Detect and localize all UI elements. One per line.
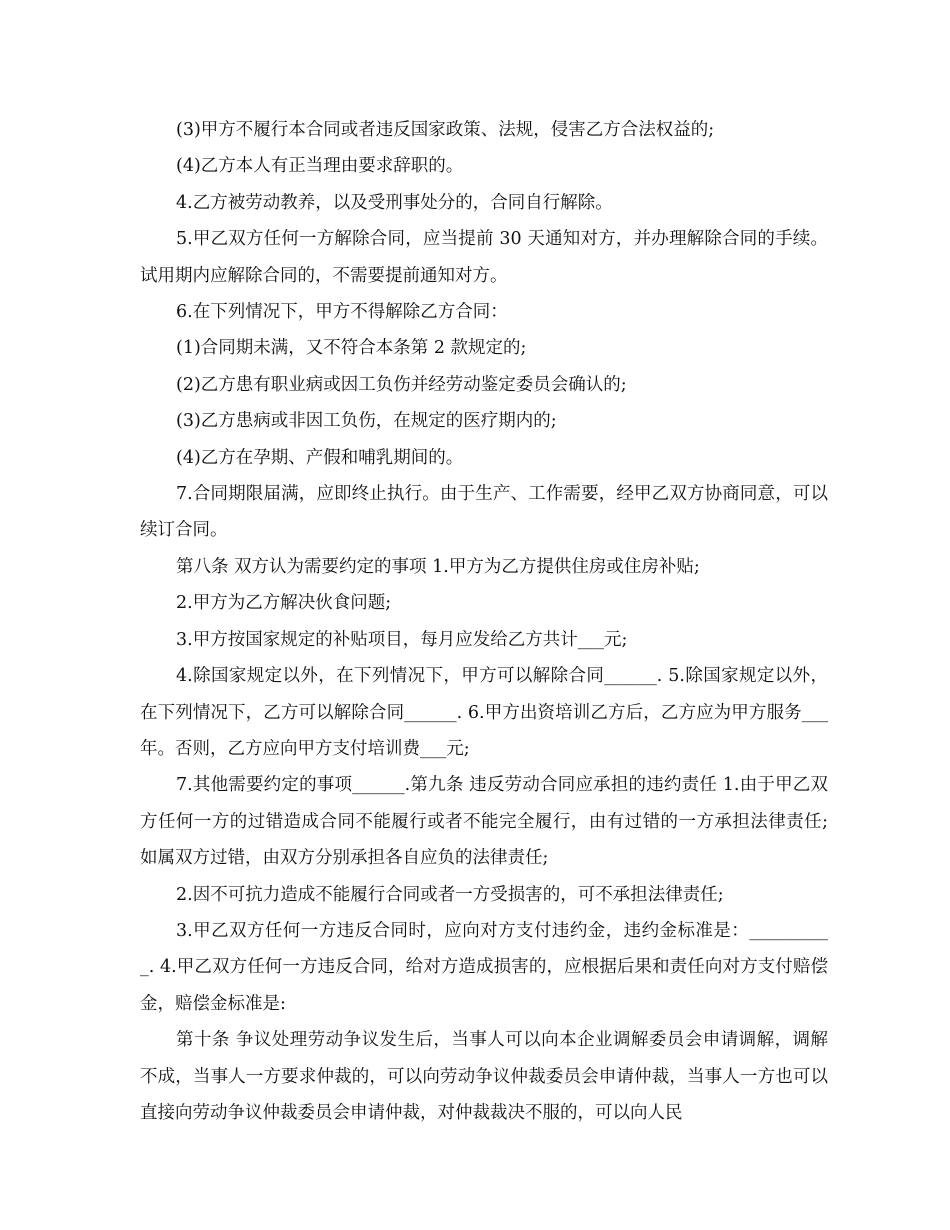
- paragraph: (3)甲方不履行本合同或者违反国家政策、法规，侵害乙方合法权益的;: [176, 120, 715, 140]
- paragraph: 2.甲方为乙方解决伙食问题;: [176, 593, 392, 614]
- paragraph: (4)乙方在孕期、产假和哺乳期间的。: [176, 447, 464, 468]
- paragraph: 4.除国家规定以外，在下列情况下，甲方可以解除合同______. 5.除国家规定以外，在下列情况下，乙方可以解除合同______. 6.甲方出资培训乙方后，乙方应为甲方服务___年。否则，乙方应向甲方支付培训费___元;: [140, 666, 828, 759]
- paragraph: 3.甲乙双方任何一方违反合同时，应向对方支付违约金，违约金标准是：__________. 4.甲乙双方任何一方违反合同，给对方造成损害的，应根据后果和责任向对方支付赔偿金，赔偿金标准是:: [140, 920, 828, 1014]
- paragraph: (2)乙方患有职业病或因工负伤并经劳动鉴定委员会确认的;: [176, 374, 627, 395]
- paragraph: 第八条 双方认为需要约定的事项 1.甲方为乙方提供住房或住房补贴;: [176, 556, 700, 577]
- paragraph: 3.甲方按国家规定的补贴项目，每月应发给乙方共计___元;: [176, 629, 628, 650]
- paragraph: 第十条 争议处理劳动争议发生后，当事人可以向本企业调解委员会申请调解，调解不成，当事人一方要求仲裁的，可以向劳动争议仲裁委员会申请仲裁，当事人一方也可以直接向劳动争议仲裁委员会申请仲裁，对仲裁裁决不服的，可以向人民: [140, 1030, 828, 1123]
- paragraph: 6.在下列情况下，甲方不得解除乙方合同：: [176, 302, 508, 323]
- paragraph: 7.其他需要约定的事项______.第九条 违反劳动合同应承担的违约责任 1.由于甲乙双方任何一方的过错造成合同不能履行或者不能完全履行，由有过错的一方承担法律责任;如属双方过错，由双方分别承担各自应负的法律责任;: [140, 775, 828, 869]
- paragraph: 2.因不可抗力造成不能履行合同或者一方受损害的，可不承担法律责任;: [176, 884, 724, 905]
- paragraph: 5.甲乙双方任何一方解除合同，应当提前 30 天通知对方，并办理解除合同的手续。试用期内应解除合同的，不需要提前通知对方。: [140, 229, 828, 286]
- document-body: [140, 112, 828, 1131]
- paragraph: 7.合同期限届满，应即终止执行。由于生产、工作需要，经甲乙双方协商同意，可以续订合同。: [140, 484, 828, 541]
- paragraph: (3)乙方患病或非因工负伤，在规定的医疗期内的;: [176, 411, 557, 432]
- paragraph: 4.乙方被劳动教养，以及受刑事处分的，合同自行解除。: [176, 192, 613, 213]
- paragraph: (4)乙方本人有正当理由要求辞职的。: [176, 156, 464, 177]
- paragraph: (1)合同期未满，又不符合本条第 2 款规定的;: [176, 338, 527, 359]
